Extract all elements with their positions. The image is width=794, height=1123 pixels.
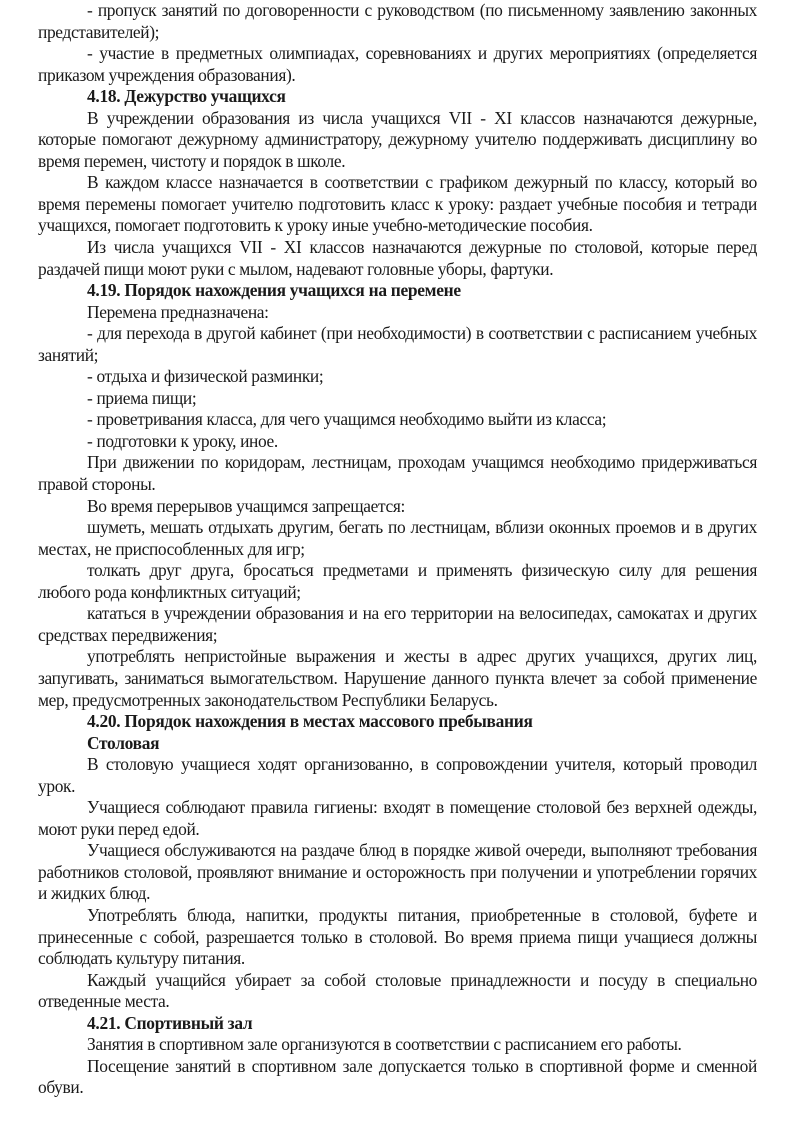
paragraph-hygiene: Учащиеся соблюдают правила гигиены: входят в помещение столовой без верхней одежды, моют руки перед едой. bbox=[38, 797, 757, 839]
paragraph-class-duty: В каждом классе назначается в соответствии с графиком дежурный по классу, который во время перемены помогает учителю подготовить класс к уроку: раздает учебные пособия и тетради учащихся, помогает подготовить к уроку иные учебно-методические пособия. bbox=[38, 172, 757, 236]
list-item-preparation: - подготовки к уроку, иное. bbox=[87, 430, 278, 451]
heading-4-20-mass-places: 4.20. Порядок нахождения в местах массового пребывания bbox=[87, 711, 533, 732]
paragraph-canteen-organized: В столовую учащиеся ходят организованно, в сопровождении учителя, который проводил урок. bbox=[38, 754, 757, 796]
paragraph-keep-right: При движении по коридорам, лестницам, проходам учащимся необходимо придерживаться правой стороны. bbox=[38, 452, 757, 495]
list-item-riding: кататься в учреждении образования и на его территории на велосипедах, самокатах и других средствах передвижения; bbox=[38, 603, 757, 645]
paragraph-olympiad-participation: - участие в предметных олимпиадах, соревнованиях и других мероприятиях (определяется приказом учреждения образования). bbox=[38, 43, 757, 85]
heading-4-18-duty: 4.18. Дежурство учащихся bbox=[87, 86, 286, 107]
list-item-meal: - приема пищи; bbox=[87, 387, 197, 408]
heading-4-19-break: 4.19. Порядок нахождения учащихся на перемене bbox=[87, 280, 461, 301]
paragraph-clean-up: Каждый учащийся убирает за собой столовые принадлежности и посуду в специально отведенные места. bbox=[38, 969, 757, 1012]
paragraph-canteen-duty: Из числа учащихся VII - XI классов назначаются дежурные по столовой, которые перед раздачей пищи моют руки с мылом, надевают головные уборы, фартуки. bbox=[38, 237, 757, 279]
list-item-noise: шуметь, мешать отдыхать другим, бегать по лестницам, вблизи оконных проемов и в других местах, не приспособленных для игр; bbox=[38, 517, 757, 559]
list-item-obscene: употреблять непристойные выражения и жесты в адрес других учащихся, других лиц, запугивать, заниматься вымогательством. Нарушение данного пункта влечет за собой применение мер, предусмотренных законодательством Республики Беларусь. bbox=[38, 646, 757, 710]
paragraph-gym-attire: Посещение занятий в спортивном зале допускается только в спортивной форме и сменной обуви. bbox=[38, 1055, 757, 1098]
paragraph-queue: Учащиеся обслуживаются на раздаче блюд в порядке живой очереди, выполняют требования работников столовой, проявляют внимание и осторожность при получении и употреблении горячих и жидких блюд. bbox=[38, 840, 757, 904]
document-page bbox=[38, 0, 757, 1099]
paragraph-break-purpose: Перемена предназначена: bbox=[87, 301, 269, 322]
subheading-canteen: Столовая bbox=[87, 732, 160, 753]
list-item-move-classroom: - для перехода в другой кабинет (при необходимости) в соответствии с расписанием учебных занятий; bbox=[38, 323, 757, 365]
paragraph-eating-place: Употреблять блюда, напитки, продукты питания, приобретенные в столовой, буфете и принесенные с собой, разрешается только в столовой. Во время приема пищи учащиеся должны соблюдать культуру питания. bbox=[38, 904, 757, 969]
list-item-rest: - отдыха и физической разминки; bbox=[87, 366, 324, 387]
paragraph-gym-schedule: Занятия в спортивном зале организуются в соответствии с расписанием его работы. bbox=[87, 1034, 682, 1055]
paragraph-duty-students: В учреждении образования из числа учащихся VII - XI классов назначаются дежурные, которые помогают дежурному администратору, дежурному учителю поддерживать дисциплину во время перемен, чистоту и порядок в школе. bbox=[38, 107, 757, 171]
heading-4-21-gym: 4.21. Спортивный зал bbox=[87, 1012, 253, 1033]
list-item-pushing: толкать друг друга, бросаться предметами и применять физическую силу для решения любого рода конфликтных ситуаций; bbox=[38, 560, 757, 602]
paragraph-absence-agreement: - пропуск занятий по договоренности с руководством (по письменному заявлению законных представителей); bbox=[38, 0, 757, 42]
paragraph-prohibited-intro: Во время перерывов учащимся запрещается: bbox=[87, 495, 405, 516]
list-item-ventilation: - проветривания класса, для чего учащимся необходимо выйти из класса; bbox=[87, 409, 607, 430]
